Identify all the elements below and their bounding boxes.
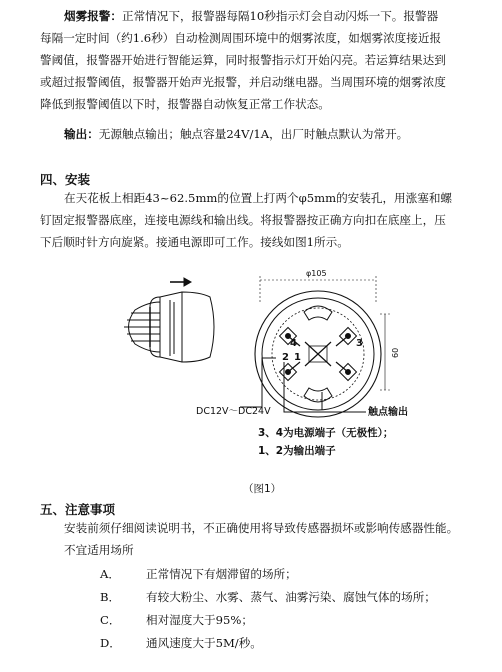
section-4-title: 四、安装 [40, 172, 91, 187]
relay-output-label: 触点输出 [368, 407, 408, 418]
detector-side-view [124, 292, 214, 362]
list-item-b-letter: B． [100, 590, 121, 604]
smoke-paragraph-line-3: 警阈值，报警器开始进行智能运算，同时报警指示灯开始闪亮。若运算结果达到 [40, 53, 446, 67]
caution-line-2: 不宜适用场所 [64, 543, 134, 557]
list-item-c-letter: C． [100, 613, 121, 627]
smoke-paragraph-line-5: 降低到报警阈值以下时，报警器自动恢复正常工作状态。 [40, 97, 330, 111]
figure-caption: （图1） [243, 483, 282, 495]
terminal-4-label: 4 [290, 338, 297, 349]
terminal-3-label: 3 [356, 338, 363, 349]
install-line-1: 在天花板上相距43~62.5mm的位置上打两个φ5mm的安装孔，用涨塞和螺 [64, 191, 453, 205]
smoke-label: 烟雾报警： [64, 9, 122, 23]
height-dimension-label: 60 [391, 347, 400, 358]
list-item-d-text: 通风速度大于5M/秒。 [146, 636, 262, 650]
list-item-a-text: 正常情况下有烟滞留的场所； [146, 567, 297, 581]
list-item-a-letter: A． [100, 567, 120, 581]
install-line-3: 下后顺时针方向旋紧。接通电源即可工作。接线如图1所示。 [40, 235, 349, 249]
note-power-terminals: 3、4为电源端子（无极性）； [258, 427, 394, 439]
terminal-2-label: 2 [282, 352, 289, 363]
output-paragraph [64, 124, 408, 144]
output-label: 输出： [64, 127, 99, 141]
smoke-paragraph-line-4: 或超过报警阈值，报警器开始声光报警，并启动继电器。当周围环境的烟雾浓度 [40, 75, 446, 89]
list-item-d-letter: D． [100, 636, 121, 650]
list-item-b-text: 有较大粉尘、水雾、蒸气、油雾污染、腐蚀气体的场所； [146, 590, 436, 604]
base-plate [240, 291, 381, 417]
width-dimension-label: φ105 [306, 269, 327, 278]
list-item-c-text: 相对湿度大于95%； [146, 613, 253, 627]
terminal-1-label: 1 [294, 352, 301, 363]
power-input-label: DC12V～DC24V [196, 406, 271, 417]
smoke-paragraph-line-1 [64, 6, 438, 26]
output-text: 无源触点输出；触点容量24V/1A，出厂时触点默认为常开。 [98, 127, 409, 141]
smoke-paragraph-line-2: 每隔一定时间（约1.6秒）自动检测周围环境中的烟雾浓度，如烟雾浓度接近报 [40, 31, 442, 45]
direction-arrow-icon [170, 278, 191, 286]
install-line-2: 钉固定报警器底座，连接电源线和输出线。将报警器按正确方向扣在底座上，压 [40, 213, 446, 227]
wiring-diagram [0, 262, 502, 507]
caution-line-1: 安装前须仔细阅读说明书，不正确使用将导致传感器损坏或影响传感器性能。 [64, 521, 459, 535]
smoke-text-1: 正常情况下，报警器每隔10秒指示灯会自动闪烁一下。报警器 [121, 9, 439, 23]
note-output-terminals: 1、2为输出端子 [258, 445, 336, 457]
section-5-title: 五、注意事项 [40, 502, 116, 517]
